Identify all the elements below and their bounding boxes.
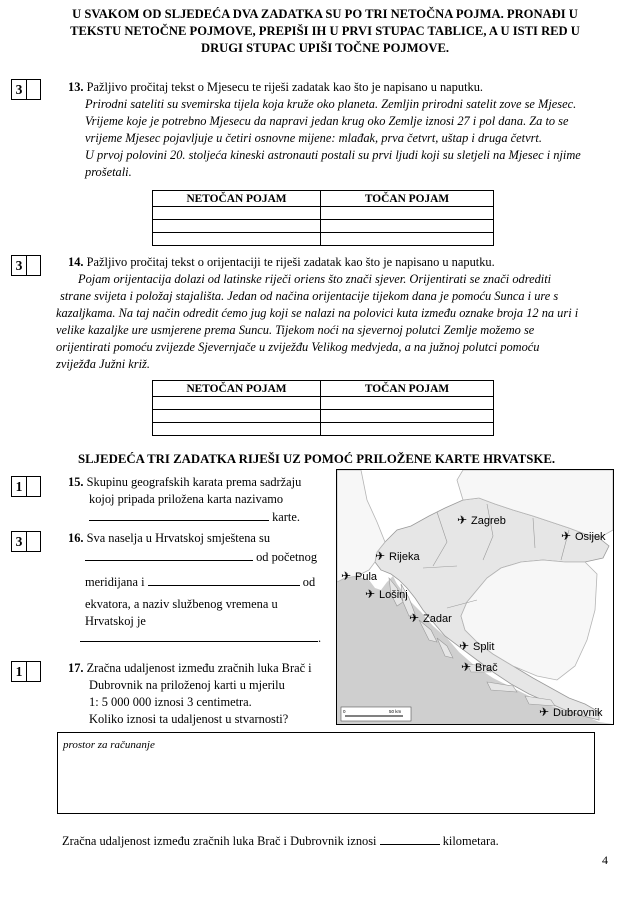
map-scale-bar xyxy=(341,707,411,721)
q17-answer-prefix: Zračna udaljenost između zračnih luka Brač i Dubrovnik iznosi xyxy=(62,834,377,848)
airport-losinj[interactable] xyxy=(365,587,408,601)
q16-text-1: Sva naselja u Hrvatskoj smještena su xyxy=(86,531,271,545)
q13-points: 3 xyxy=(12,80,27,99)
table-row xyxy=(153,233,494,246)
q16-line-3 xyxy=(85,573,315,591)
table-row xyxy=(153,397,494,410)
q16-line-5: Hrvatskoj je xyxy=(85,614,146,628)
q15-suffix: karte. xyxy=(272,510,300,524)
airplane-icon: ✈ xyxy=(457,513,468,527)
q16-line-1 xyxy=(68,530,270,547)
q14-answer-table xyxy=(152,380,494,436)
q13-number: 13. xyxy=(68,80,84,94)
q14-text-line-4: velike kazaljke ure usmjerene prema Suncu. Tijekom noći na sjevernoj polutci Zemlje možemo se xyxy=(56,323,535,337)
airport-label-zadar: Zadar xyxy=(423,613,452,625)
q13-col-correct: TOČAN POJAM xyxy=(321,191,494,207)
q15-points-box[interactable] xyxy=(11,476,41,497)
q15-text-1: Skupinu geografskih karata prema sadržaju xyxy=(86,475,302,489)
header-line-1: U SVAKOM OD SLJEDEĆA DVA ZADATKA SU PO TRI NETOČNA POJMA. PRONAĐI U xyxy=(72,7,578,21)
q17-points-box[interactable] xyxy=(11,661,41,682)
answer-cell[interactable] xyxy=(321,410,494,423)
airport-dubrovnik[interactable] xyxy=(539,705,603,719)
q14-col-correct: TOČAN POJAM xyxy=(321,381,494,397)
calculation-workspace[interactable] xyxy=(57,732,595,814)
answer-cell[interactable] xyxy=(321,220,494,233)
q14-text-line-3: kazaljkama. Na taj način odredit ćemo jug koji se nalazi na polovici kuta između oznake broja 12 na uri i xyxy=(56,306,579,320)
q16-text-2: od početnog xyxy=(256,550,318,564)
q16-line-2 xyxy=(85,548,317,566)
q16-text-6: . xyxy=(318,631,322,645)
airplane-icon: ✈ xyxy=(459,639,470,653)
airplane-icon: ✈ xyxy=(341,569,352,583)
table-row xyxy=(153,207,494,220)
q16-points-box[interactable] xyxy=(11,531,41,552)
section2-header: SLJEDEĆA TRI ZADATKA RIJEŠI UZ POMOĆ PRILOŽENE KARTE HRVATSKE. xyxy=(78,452,556,466)
airplane-icon: ✈ xyxy=(409,611,420,625)
q16-text-3b: od xyxy=(302,575,316,589)
instructions-header xyxy=(40,6,610,57)
q15-line-2: kojoj pripada priložena karta nazivamo xyxy=(89,492,284,506)
q15-number: 15. xyxy=(68,475,84,489)
answer-cell[interactable] xyxy=(321,423,494,436)
answer-cell[interactable] xyxy=(153,410,321,423)
q13-text-line-1: Prirodni sateliti su svemirska tijela koja kruže oko planeta. Zemljin prirodni satelit zove se Mjesec. xyxy=(85,97,577,111)
croatia-map xyxy=(336,469,614,725)
q16-line-4: ekvatora, a naziv službenog vremena u xyxy=(85,597,278,611)
scale-label: 50 km xyxy=(389,709,402,714)
q15-line-1 xyxy=(68,474,301,491)
answer-cell[interactable] xyxy=(153,207,321,220)
answer-cell[interactable] xyxy=(153,397,321,410)
q17-number: 17. xyxy=(68,661,84,675)
q14-points-box[interactable] xyxy=(11,255,41,276)
q17-answer-suffix: kilometara. xyxy=(442,834,499,848)
q13-instruction xyxy=(68,79,483,96)
q16-answer-blank-1[interactable] xyxy=(85,548,253,561)
q17-line-2: Dubrovnik na priloženoj karti u mjerilu xyxy=(89,678,285,692)
q17-points: 1 xyxy=(12,662,27,681)
q14-instruction-text: Pažljivo pročitaj tekst o orijentaciji te riješi zadatak kao što je napisano u naputku. xyxy=(86,255,495,269)
answer-cell[interactable] xyxy=(321,207,494,220)
airplane-icon: ✈ xyxy=(461,660,472,674)
airplane-icon: ✈ xyxy=(375,549,386,563)
airport-label-dubrovnik: Dubrovnik xyxy=(553,707,603,719)
q14-text-line-5: orijentirati pomoću zvijezde Sjevernjače u zviježđu Velikog medvjeda, a na južnoj polutci pomoću xyxy=(56,340,540,354)
q13-col-incorrect: NETOČAN POJAM xyxy=(153,191,321,207)
airport-label-losinj: Lošinj xyxy=(379,589,408,601)
q13-text-line-2: Vrijeme koje je potrebno Mjesecu da napravi jedan krug oko Zemlje iznosi 27 i pol dana. Za to se xyxy=(85,114,569,128)
q14-number: 14. xyxy=(68,255,84,269)
q14-instruction xyxy=(68,254,495,271)
airport-label-brac: Brač xyxy=(475,662,498,674)
answer-cell[interactable] xyxy=(153,233,321,246)
q16-line-6 xyxy=(80,629,321,647)
answer-cell[interactable] xyxy=(321,397,494,410)
airplane-icon: ✈ xyxy=(365,587,376,601)
q14-text-line-6: zviježđa Južni križ. xyxy=(56,357,150,371)
q17-answer-blank[interactable] xyxy=(380,832,440,845)
airplane-icon: ✈ xyxy=(561,529,572,543)
q16-points: 3 xyxy=(12,532,27,551)
airplane-icon: ✈ xyxy=(539,705,550,719)
q15-line-3 xyxy=(89,508,300,526)
q17-line-3: 1: 5 000 000 iznosi 3 centimetra. xyxy=(89,695,252,709)
page-number: 4 xyxy=(602,853,608,867)
q14-text-line-1: Pojam orijentacija dolazi od latinske riječi oriens što znači sjever. Orijentirati se znači odrediti xyxy=(78,272,552,286)
workspace-label: prostor za računanje xyxy=(63,739,155,751)
airport-osijek[interactable] xyxy=(561,529,606,543)
airport-label-split: Split xyxy=(473,641,495,653)
q13-text-line-4: U prvoj polovini 20. stoljeća kineski astronauti postali su prvi ljudi koji su sletjeli na Mjesec i njime xyxy=(85,148,581,162)
q17-line-4: Koliko iznosi ta udaljenost u stvarnosti? xyxy=(89,712,289,726)
q17-answer-line xyxy=(62,832,499,850)
airport-label-pula: Pula xyxy=(355,571,378,583)
airport-zadar[interactable] xyxy=(409,611,452,625)
croatia-map-svg xyxy=(337,470,613,724)
header-line-3: DRUGI STUPAC UPIŠI TOČNE POJMOVE. xyxy=(200,41,450,55)
airport-label-zagreb: Zagreb xyxy=(471,515,506,527)
answer-cell[interactable] xyxy=(153,220,321,233)
airport-zagreb[interactable] xyxy=(457,513,506,527)
q17-line-1 xyxy=(68,660,312,677)
q16-answer-blank-2[interactable] xyxy=(148,573,300,586)
q14-col-incorrect: NETOČAN POJAM xyxy=(153,381,321,397)
q13-text-line-5: prošetali. xyxy=(85,165,132,179)
q13-instruction-text: Pažljivo pročitaj tekst o Mjesecu te riješi zadatak kao što je napisano u naputku. xyxy=(86,80,484,94)
airport-split[interactable] xyxy=(459,639,494,653)
q16-answer-blank-3[interactable] xyxy=(80,629,318,642)
q15-answer-blank[interactable] xyxy=(89,508,269,521)
airport-label-osijek: Osijek xyxy=(575,531,606,543)
answer-cell[interactable] xyxy=(321,233,494,246)
q17-text-1: Zračna udaljenost između zračnih luka Brač i xyxy=(86,661,312,675)
scale-zero: 0 xyxy=(343,709,346,714)
table-row xyxy=(153,220,494,233)
q16-number: 16. xyxy=(68,531,84,545)
airport-pula[interactable] xyxy=(341,569,378,583)
q13-text-line-3: vrijeme Mjesec pojavljuje u četiri osnovne mijene: mlađak, prva četvrt, uštap i druga četvrt. xyxy=(85,131,542,145)
header-line-2: TEKSTU NETOČNE POJMOVE, PREPIŠI IH U PRVI STUPAC TABLICE, A U ISTI RED U xyxy=(70,24,580,38)
q16-text-3a: meridijana i xyxy=(85,575,145,589)
table-row xyxy=(153,410,494,423)
q13-answer-table xyxy=(152,190,494,246)
answer-cell[interactable] xyxy=(153,423,321,436)
q14-text-line-2: strane svijeta i položaj stajališta. Jedan od načina orijentacije tijekom dana je pomoću Sunca i ure s xyxy=(60,289,559,303)
q15-points: 1 xyxy=(12,477,27,496)
table-row xyxy=(153,423,494,436)
airport-rijeka[interactable] xyxy=(375,549,420,563)
q13-points-box[interactable] xyxy=(11,79,41,100)
airport-brac[interactable] xyxy=(461,660,498,674)
q14-points: 3 xyxy=(12,256,27,275)
airport-label-rijeka: Rijeka xyxy=(389,551,420,563)
